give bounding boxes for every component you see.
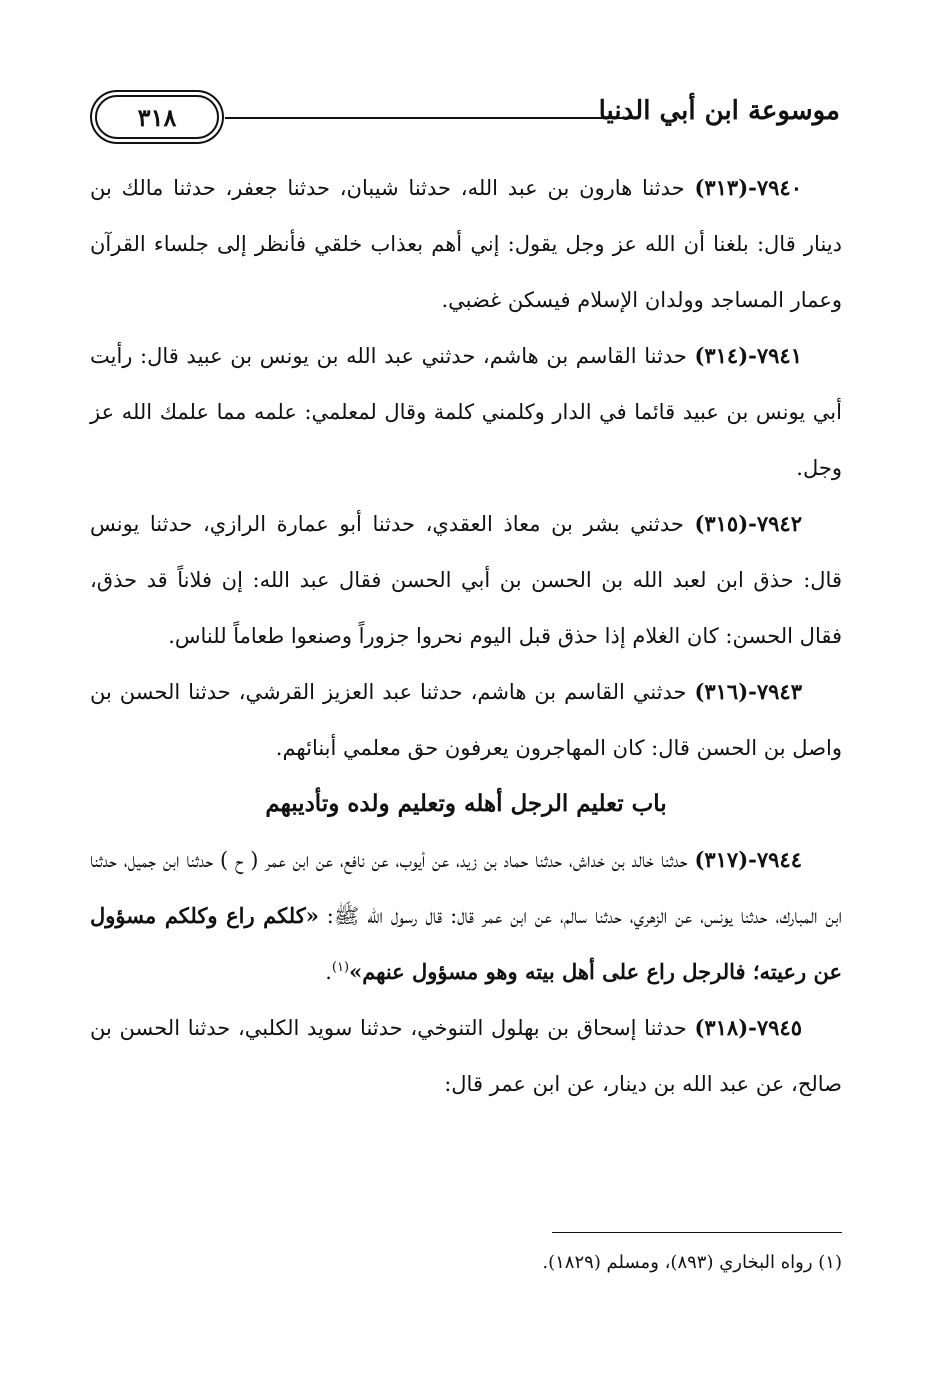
hadith-text: حدثنا هارون بن عبد الله، حدثنا شيبان، حدثنا جعفر، حدثنا مالك بن دينار قال: بلغنا أن الله عز وجل يقول: إني أهم بعذاب خلقي فأنظر إلى جلساء القرآن وعمار المساجد وولدان الإسلام فيسكن غضبي. xyxy=(90,176,842,312)
hadith-text: حدثنا القاسم بن هاشم، حدثني عبد الله بن يونس بن عبيد قال: رأيت أبي يونس بن عبيد قائما في الدار وكلمني كلمة وقال لمعلمي: علمه مما علمك الله عز وجل. xyxy=(90,344,842,480)
hadith-number: ٧٩٤١-(٣١٤) xyxy=(694,343,802,368)
hadith-paragraph xyxy=(90,160,842,328)
hadith-number: ٧٩٤٥-(٣١٨) xyxy=(694,1015,802,1040)
hadith-number: ٧٩٤٢-(٣١٥) xyxy=(694,511,802,536)
hadith-number: ٧٩٤٤-(٣١٧) xyxy=(694,847,802,872)
book-title: موسوعة ابن أبي الدنيا xyxy=(598,96,840,126)
hadith-number: ٧٩٤٣-(٣١٦) xyxy=(694,679,802,704)
header-rule xyxy=(225,117,635,119)
hadith-number: ٧٩٤٠-(٣١٣) xyxy=(694,175,802,200)
page-header xyxy=(95,85,840,145)
hadith-paragraph xyxy=(90,832,842,1000)
page-number-badge xyxy=(95,95,219,139)
hadith-text: حدثني القاسم بن هاشم، حدثنا عبد العزيز القرشي، حدثنا الحسن بن واصل بن الحسن قال: كان المهاجرون يعرفون حق معلمي أبنائهم. xyxy=(90,680,842,760)
hadith-paragraph xyxy=(90,496,842,664)
chapter-heading: باب تعليم الرجل أهله وتعليم ولده وتأديبهم xyxy=(265,790,667,817)
footnote-separator xyxy=(552,1232,842,1233)
hadith-text: حدثنا خالد بن خداش، حدثنا حماد بن زيد، عن أيوب، عن نافع، عن ابن عمر ( ح ) حدثنا ابن جميل، حدثنا ابن المبارك، حدثنا يونس، عن الزهري، حدثنا سالم، عن ابن عمر قال: قال رسول الله ﷺ: xyxy=(90,848,842,928)
hadith-paragraph xyxy=(90,328,842,496)
page-body xyxy=(90,160,842,1112)
prophetic-quote: «كلكم راع وكلكم مسؤول عن رعيته؛ فالرجل راع على أهل بيته وهو مسؤول عنهم» xyxy=(90,903,842,984)
page-number: ٣١٨ xyxy=(137,102,177,132)
hadith-paragraph xyxy=(90,664,842,776)
footnote: (١) رواه البخاري (٨٩٣)، ومسلم (١٨٢٩). xyxy=(542,1252,842,1273)
hadith-text: حدثني بشر بن معاذ العقدي، حدثنا أبو عمارة الرازي، حدثنا يونس قال: حذق ابن لعبد الله بن الحسن بن أبي الحسن فقال عبد الله: إن فلاناً قد حذق، فقال الحسن: كان الغلام إذا حذق قبل اليوم نحروا جزوراً وصنعوا طعاماً للناس. xyxy=(90,512,842,648)
hadith-text: حدثنا إسحاق بن بهلول التنوخي، حدثنا سويد الكلبي، حدثنا الحسن بن صالح، عن عبد الله بن دينار، عن ابن عمر قال: xyxy=(90,1016,842,1096)
hadith-text-tail: . xyxy=(325,960,332,984)
hadith-paragraph xyxy=(90,1000,842,1112)
footnote-reference: (١) xyxy=(331,960,350,975)
